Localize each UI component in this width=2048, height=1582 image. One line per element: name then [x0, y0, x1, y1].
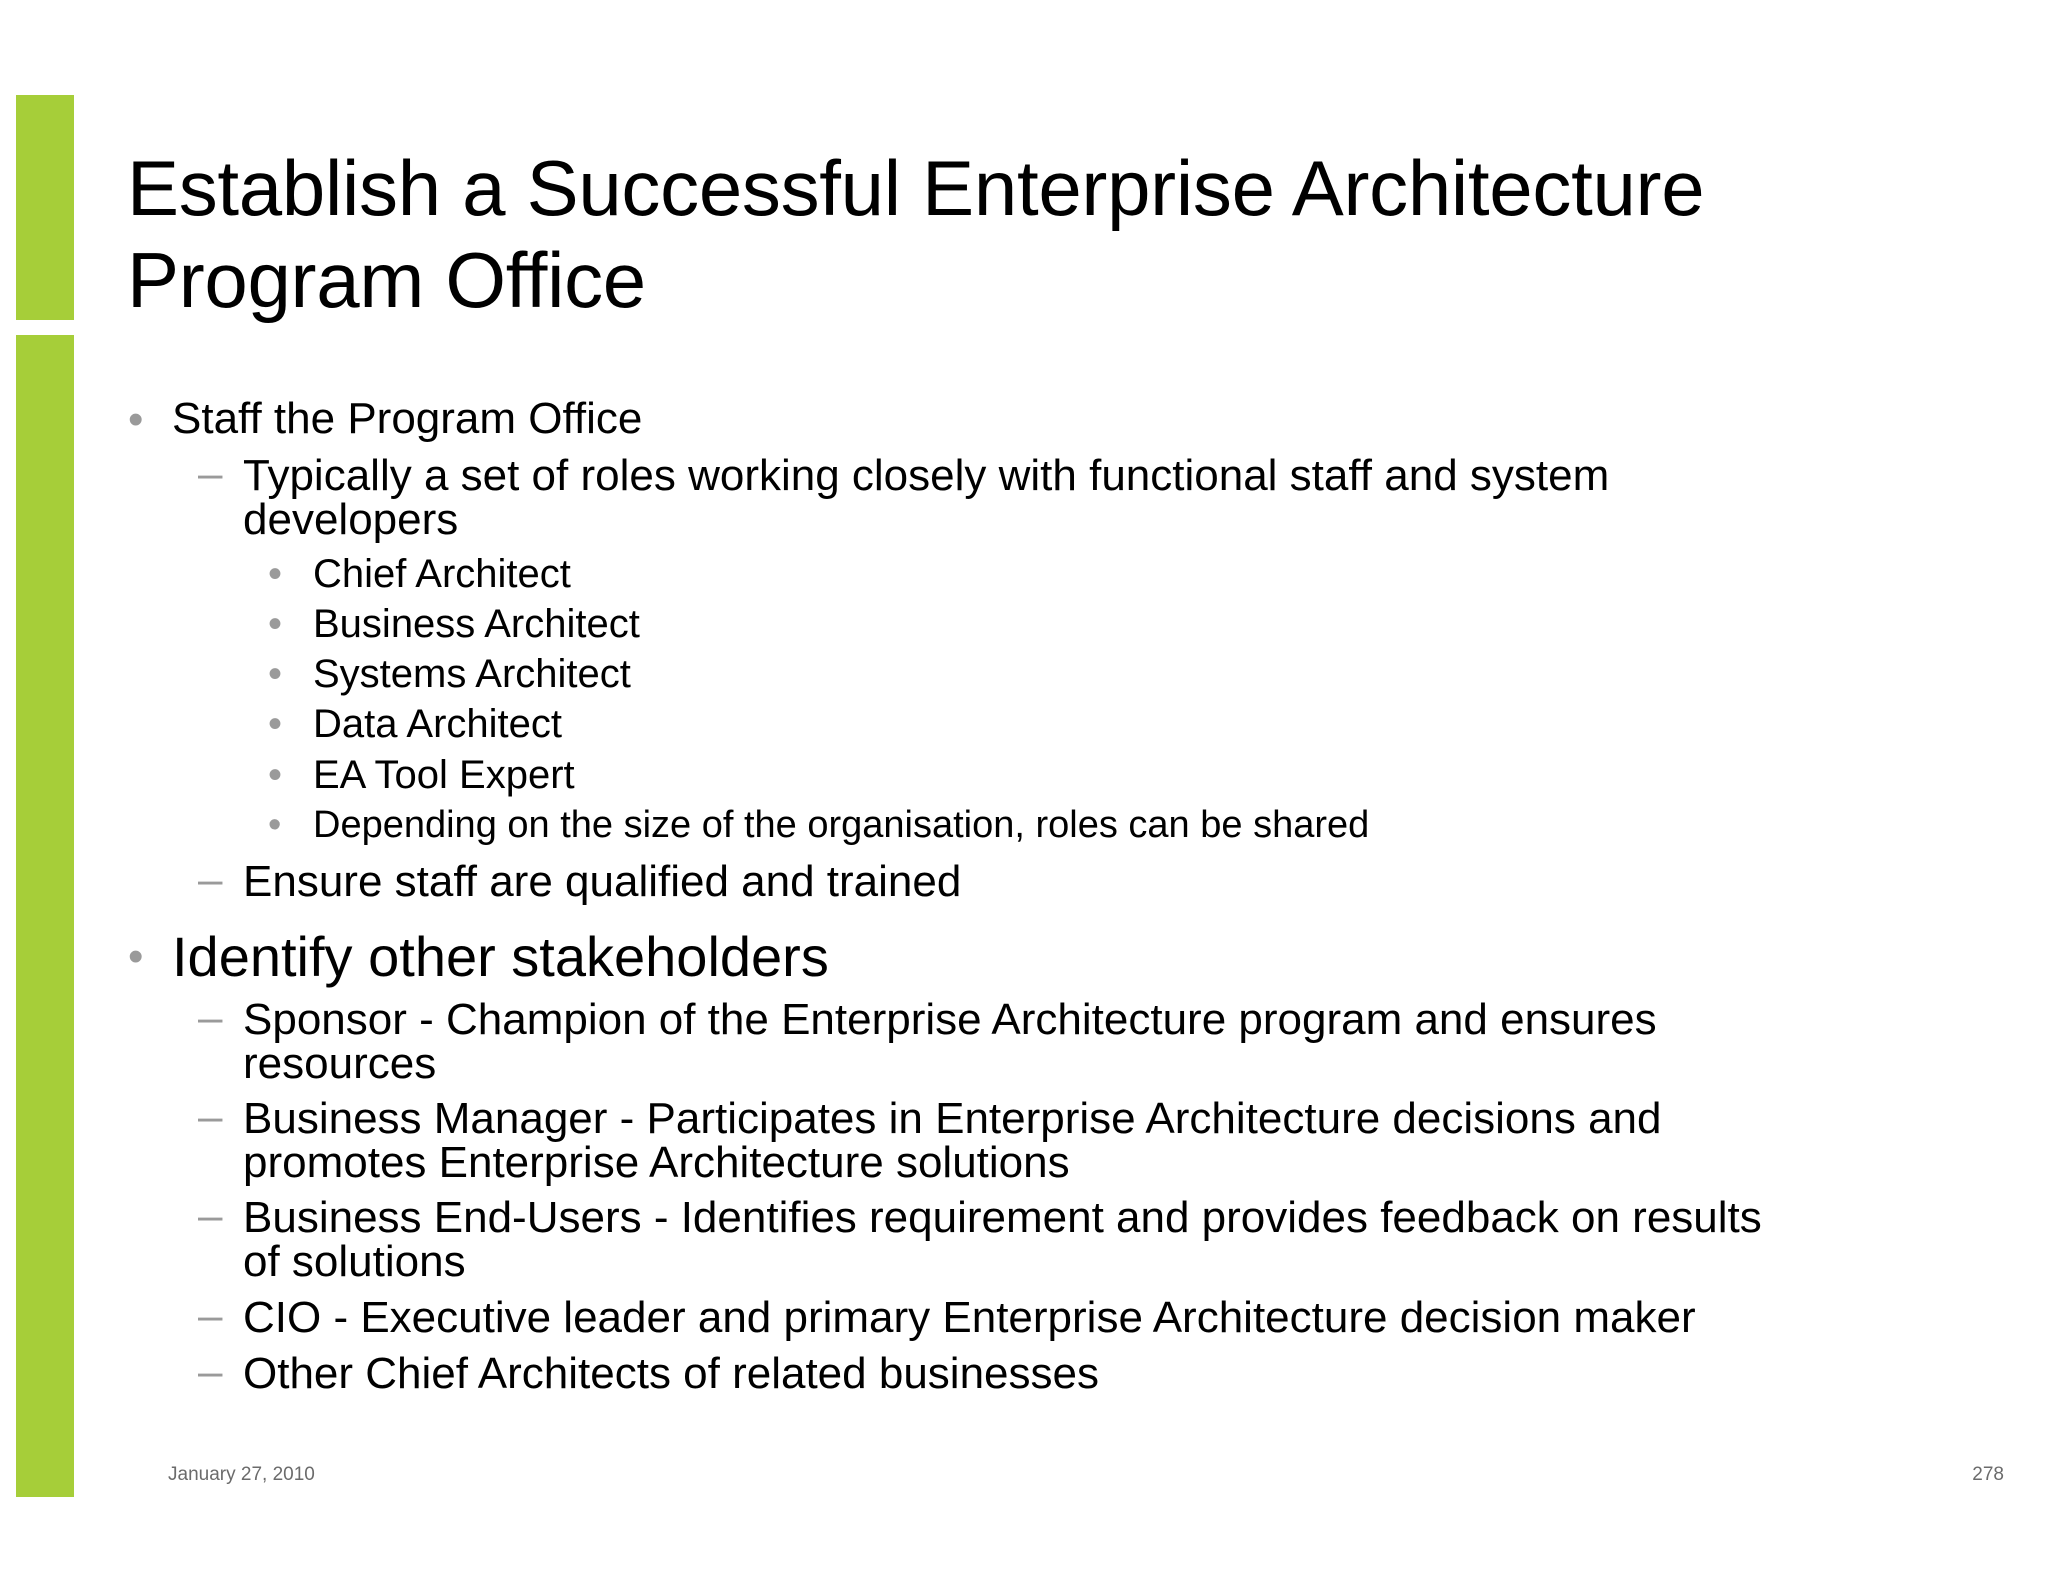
bullet-icon: • [128, 395, 144, 444]
sub-bullet-typically-line-1: Typically a set of roles working closely with functional staff and system [243, 451, 1610, 500]
bullet-staff: Staff the Program Office [172, 394, 643, 443]
dash-icon: – [198, 855, 223, 904]
role-data-architect: Data Architect [313, 702, 563, 746]
stakeholder-sponsor-line-2: resources [243, 1039, 437, 1088]
role-shared-note: Depending on the size of the organisation, roles can be shared [313, 804, 1370, 846]
role-ea-tool-expert: EA Tool Expert [313, 753, 575, 797]
stakeholder-business-manager-line-2: promotes Enterprise Architecture solutions [243, 1138, 1070, 1187]
title-line-1: Establish a Successful Enterprise Architecture [127, 144, 1705, 232]
dash-icon: – [198, 1291, 223, 1340]
bullet-stakeholders: Identify other stakeholders [172, 925, 829, 988]
stakeholder-end-users-line-1: Business End-Users - Identifies requirement and provides feedback on results [243, 1193, 1762, 1242]
title-line-2: Program Office [127, 236, 646, 324]
sub-bullet-typically-line-2: developers [243, 495, 459, 544]
stakeholder-end-users-line-2: of solutions [243, 1237, 466, 1286]
role-chief-architect: Chief Architect [313, 552, 571, 596]
dash-icon: – [198, 449, 223, 498]
footer-page-number: 278 [1972, 1464, 2004, 1485]
dash-icon: – [198, 1191, 223, 1240]
sub-bullet-qualified: Ensure staff are qualified and trained [243, 857, 962, 906]
bullet-icon: • [268, 652, 283, 696]
bullet-icon: • [268, 702, 283, 746]
bullet-icon: • [268, 804, 282, 846]
bullet-icon: • [268, 552, 283, 596]
dash-icon: – [198, 1347, 223, 1396]
role-business-architect: Business Architect [313, 602, 640, 646]
stakeholder-sponsor-line-1: Sponsor - Champion of the Enterprise Architecture program and ensures [243, 995, 1657, 1044]
footer-date: January 27, 2010 [168, 1464, 315, 1485]
bullet-icon: • [268, 602, 283, 646]
stakeholder-cio: CIO - Executive leader and primary Enterprise Architecture decision maker [243, 1293, 1696, 1342]
role-systems-architect: Systems Architect [313, 652, 631, 696]
dash-icon: – [198, 1092, 223, 1141]
dash-icon: – [198, 993, 223, 1042]
stakeholder-business-manager-line-1: Business Manager - Participates in Enterprise Architecture decisions and [243, 1094, 1662, 1143]
bullet-icon: • [128, 932, 144, 981]
stakeholder-other-chief-architects: Other Chief Architects of related businesses [243, 1349, 1099, 1398]
bullet-icon: • [268, 753, 283, 797]
